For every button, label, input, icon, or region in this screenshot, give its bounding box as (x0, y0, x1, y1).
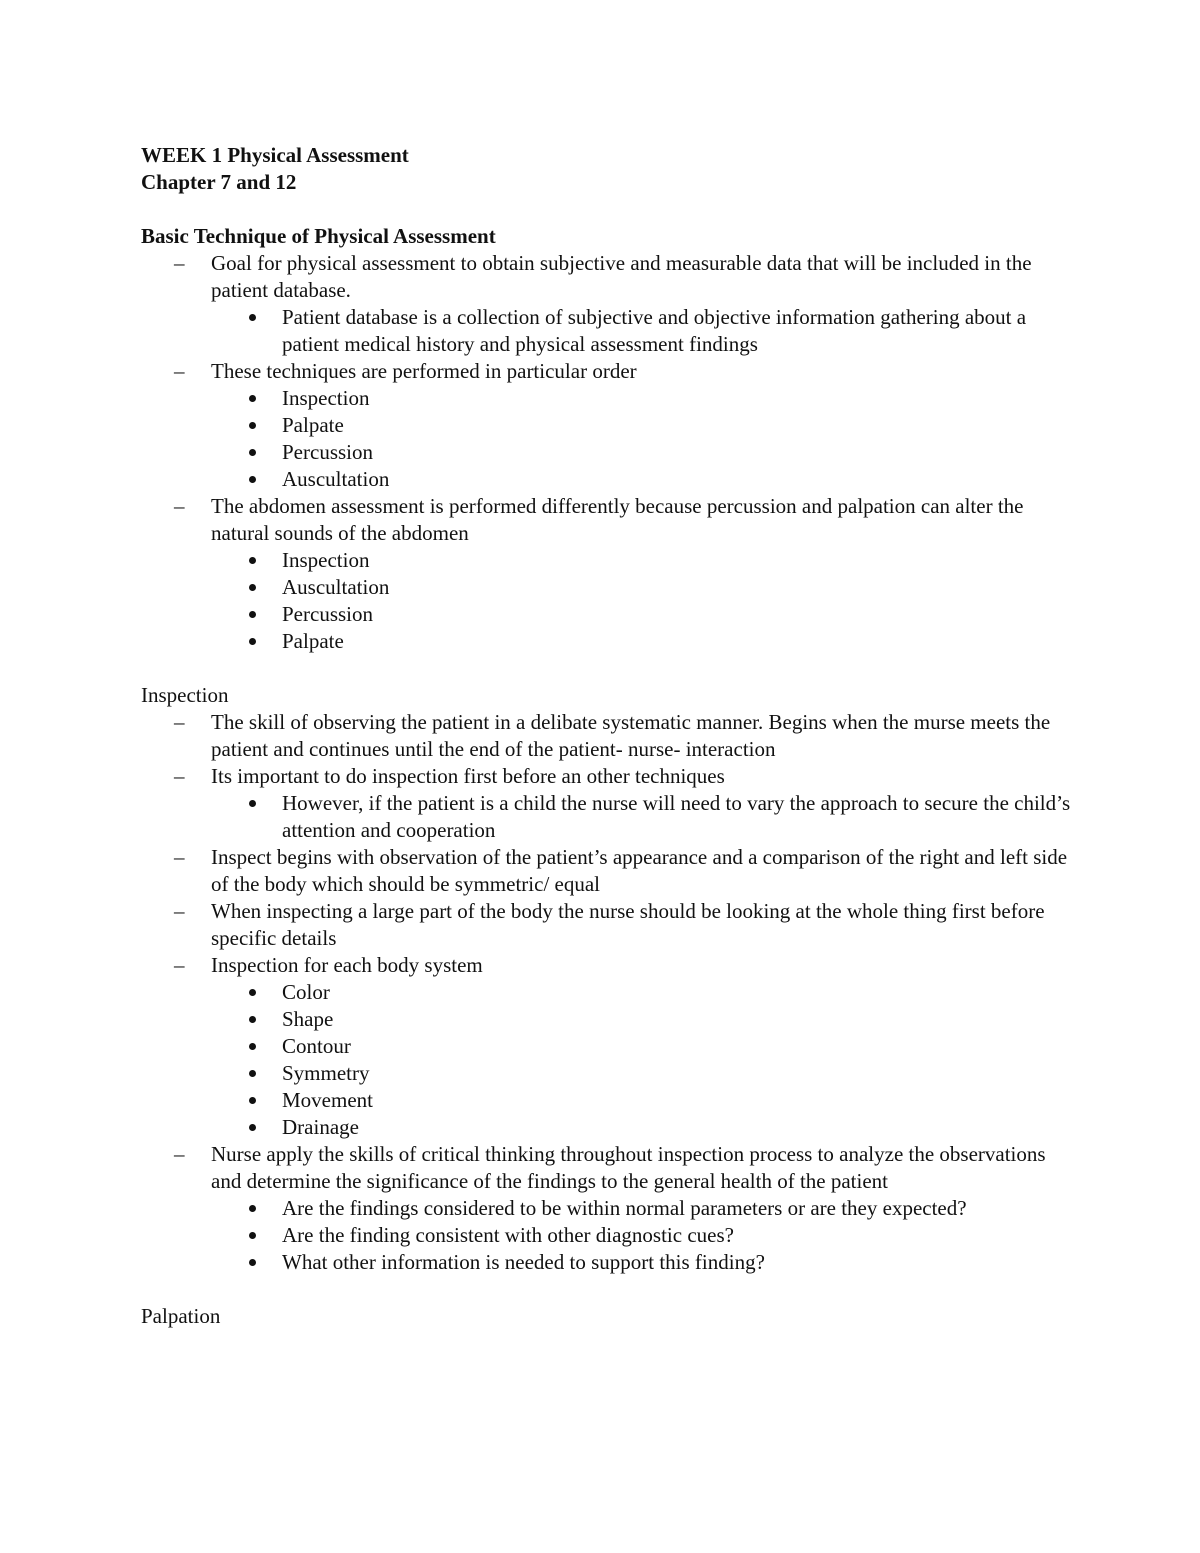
inspection-list (141, 709, 1071, 1276)
list-item (211, 493, 1071, 655)
spacer (141, 196, 1071, 223)
spacer (141, 1276, 1071, 1303)
section-heading-inspection: Inspection (141, 683, 229, 707)
bullet-item: Palpate (282, 628, 1071, 655)
list-item-text: These techniques are performed in particular order (211, 359, 637, 383)
bullet-item: Percussion (282, 601, 1071, 628)
questions-list (211, 1195, 1071, 1276)
body-system-list (211, 979, 1071, 1141)
bullet-item: Are the findings considered to be within normal parameters or are they expected? (282, 1195, 1071, 1222)
bullet-item: Percussion (282, 439, 1071, 466)
list-item: – When inspecting a large part of the body the nurse should be looking at the whole thing first before specific details (211, 898, 1071, 952)
basic-technique-list (141, 250, 1071, 655)
sub-list (211, 304, 1071, 358)
list-item (211, 763, 1071, 844)
bullet-item: Shape (282, 1006, 1071, 1033)
bullet-item: Patient database is a collection of subjective and objective information gathering about a patient medical history and physical assessment findings (282, 304, 1071, 358)
document-body (141, 142, 1071, 1330)
section-heading-basic-technique: Basic Technique of Physical Assessment (141, 224, 496, 248)
bullet-item: Inspection (282, 547, 1071, 574)
bullet-item: Inspection (282, 385, 1071, 412)
document-title: WEEK 1 Physical Assessment (141, 143, 409, 167)
list-item-text: Goal for physical assessment to obtain subjective and measurable data that will be included in the patient database. (211, 251, 1032, 302)
bullet-item: Contour (282, 1033, 1071, 1060)
list-item (211, 1141, 1071, 1276)
bullet-item: Drainage (282, 1114, 1071, 1141)
list-item: – The skill of observing the patient in a delibate systematic manner. Begins when the murse meets the patient and continues until the end of the patient- nurse- interaction (211, 709, 1071, 763)
bullet-item: However, if the patient is a child the nurse will need to vary the approach to secure the child’s attention and cooperation (282, 791, 1071, 842)
bullet-item: Palpate (282, 412, 1071, 439)
abdomen-order-list (211, 547, 1071, 655)
list-item-text: Inspection for each body system (211, 953, 483, 977)
list-item (211, 952, 1071, 1141)
list-item: – Inspect begins with observation of the patient’s appearance and a comparison of the right and left side of the body which should be symmetric/ equal (211, 844, 1071, 898)
bullet-item: Movement (282, 1087, 1071, 1114)
bullet-item: Auscultation (282, 466, 1071, 493)
bullet-item: What other information is needed to support this finding? (282, 1249, 1071, 1276)
sub-list (211, 790, 1071, 844)
list-item (211, 358, 1071, 493)
document-subtitle: Chapter 7 and 12 (141, 170, 297, 194)
bullet-item: Auscultation (282, 574, 1071, 601)
list-item-text: The abdomen assessment is performed differently because percussion and palpation can alter the natural sounds of the abdomen (211, 494, 1024, 545)
bullet-item: Are the finding consistent with other diagnostic cues? (282, 1222, 1071, 1249)
list-item (211, 250, 1071, 358)
technique-order-list (211, 385, 1071, 493)
bullet-item: Symmetry (282, 1060, 1071, 1087)
spacer (141, 655, 1071, 682)
list-item-text: Its important to do inspection first before an other techniques (211, 764, 725, 788)
list-item-text: Nurse apply the skills of critical thinking throughout inspection process to analyze the observations and determine the significance of the findings to the general health of the patient (211, 1142, 1046, 1193)
bullet-item: Color (282, 979, 1071, 1006)
section-heading-palpation: Palpation (141, 1304, 221, 1328)
